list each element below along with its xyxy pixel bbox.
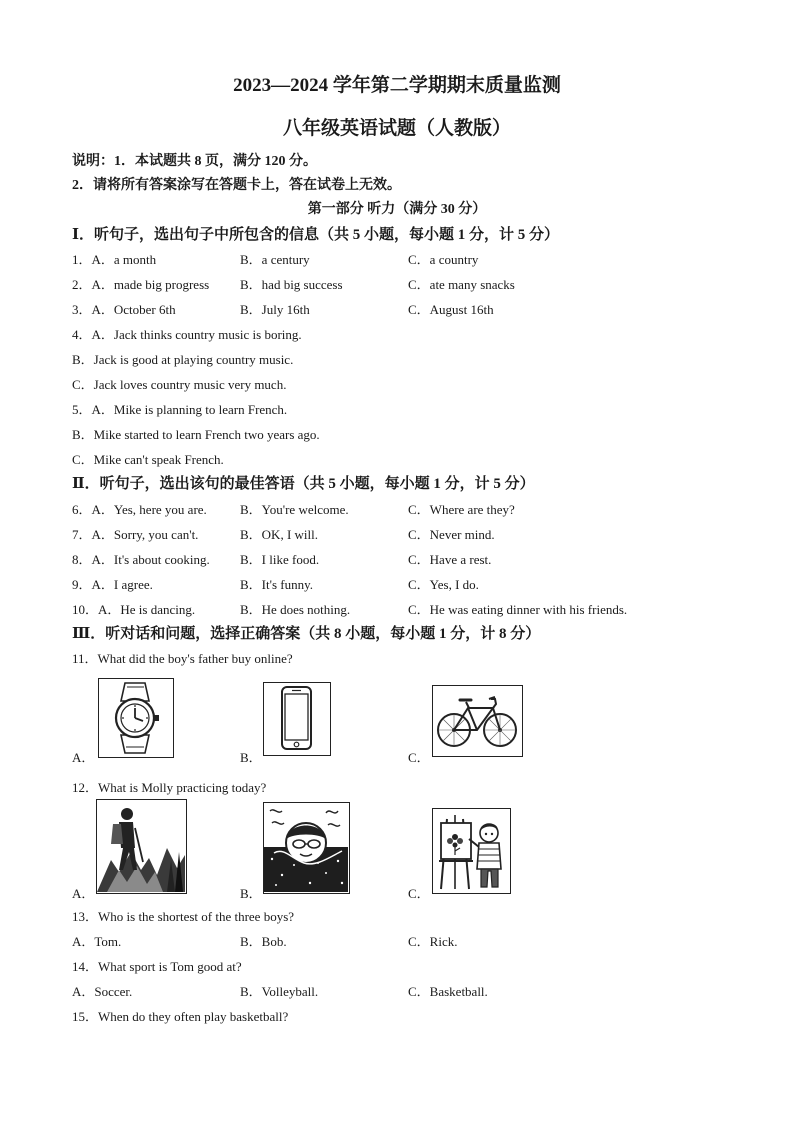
q7-option-a[interactable]: 7．A．Sorry, you can't. — [72, 527, 199, 542]
section-heading-3: Ⅲ．听对话和问题，选择正确答案（共 8 小题，每小题 1 分，计 8 分） — [72, 626, 541, 642]
q12-image-a[interactable] — [96, 799, 187, 894]
q1-option-c[interactable]: C．a country — [408, 252, 479, 267]
q12-option-b[interactable]: B． — [240, 886, 262, 901]
q1-option-b[interactable]: B．a century — [240, 252, 310, 267]
q14-option-c[interactable]: C．Basketball. — [408, 984, 488, 999]
q12-image-b[interactable] — [263, 802, 350, 894]
q8-option-b[interactable]: B．I like food. — [240, 552, 320, 567]
q13-option-b[interactable]: B．Bob. — [240, 934, 287, 949]
q7-option-c[interactable]: C．Never mind. — [408, 527, 495, 542]
smartphone-icon — [264, 683, 329, 754]
q4-option-a[interactable]: 4．A．Jack thinks country music is boring. — [72, 327, 302, 342]
hiking-icon — [97, 800, 185, 892]
q2-option-a[interactable]: 2．A．made big progress — [72, 277, 210, 292]
q6-option-a[interactable]: 6．A．Yes, here you are. — [72, 502, 207, 517]
q4-option-b[interactable]: B．Jack is good at playing country music. — [72, 352, 294, 367]
q10-option-b[interactable]: B．He does nothing. — [240, 602, 351, 617]
q3-option-b[interactable]: B．July 16th — [240, 302, 310, 317]
q12-option-c[interactable]: C． — [408, 886, 430, 901]
q9-option-b[interactable]: B．It's funny. — [240, 577, 313, 592]
q11-image-a[interactable] — [98, 678, 174, 758]
section-heading-2: Ⅱ．听句子，选出该句的最佳答语（共 5 小题，每小题 1 分，计 5 分） — [72, 476, 535, 492]
q14-question: 14．What sport is Tom good at? — [72, 959, 242, 974]
q11-option-b[interactable]: B． — [240, 750, 262, 765]
q14-option-a[interactable]: A．Soccer. — [72, 984, 133, 999]
q5-option-a[interactable]: 5．A．Mike is planning to learn French. — [72, 402, 288, 417]
instruction-line-1: 说明：1．本试题共 8 页，满分 120 分。 — [72, 154, 317, 169]
q14-option-b[interactable]: B．Volleyball. — [240, 984, 319, 999]
q6-option-b[interactable]: B．You're welcome. — [240, 502, 349, 517]
q10-option-a[interactable]: 10．A．He is dancing. — [72, 602, 196, 617]
q11-option-c[interactable]: C． — [408, 750, 430, 765]
bicycle-icon — [433, 686, 521, 755]
wristwatch-icon — [99, 679, 172, 756]
q11-image-b[interactable] — [263, 682, 331, 756]
q12-image-c[interactable] — [432, 808, 511, 894]
q4-option-c[interactable]: C．Jack loves country music very much. — [72, 377, 287, 392]
q8-option-c[interactable]: C．Have a rest. — [408, 552, 492, 567]
q11-image-c[interactable] — [432, 685, 523, 757]
q3-option-c[interactable]: C．August 16th — [408, 302, 494, 317]
q7-option-b[interactable]: B．OK, I will. — [240, 527, 319, 542]
q13-option-c[interactable]: C．Rick. — [408, 934, 458, 949]
page-subtitle: 八年级英语试题（人教版） — [282, 118, 511, 139]
swimming-icon — [264, 803, 348, 892]
q9-option-a[interactable]: 9．A．I agree. — [72, 577, 153, 592]
instruction-line-2: 2．请将所有答案涂写在答题卡上，答在试卷上无效。 — [72, 178, 401, 193]
q12-question: 12．What is Molly practicing today? — [72, 780, 267, 795]
painting-icon — [433, 809, 509, 892]
q11-option-a[interactable]: A． — [72, 750, 95, 765]
q1-option-a[interactable]: 1．A．a month — [72, 252, 157, 267]
q12-option-a[interactable]: A． — [72, 886, 95, 901]
q10-option-c[interactable]: C．He was eating dinner with his friends. — [408, 602, 628, 617]
q9-option-c[interactable]: C．Yes, I do. — [408, 577, 479, 592]
q13-question: 13．Who is the shortest of the three boys? — [72, 909, 295, 924]
q13-option-a[interactable]: A．Tom. — [72, 934, 122, 949]
q2-option-b[interactable]: B．had big success — [240, 277, 343, 292]
q2-option-c[interactable]: C．ate many snacks — [408, 277, 515, 292]
q5-option-b[interactable]: B．Mike started to learn French two years ago. — [72, 427, 320, 442]
section-heading-1: Ⅰ．听句子，选出句子中所包含的信息（共 5 小题，每小题 1 分，计 5 分） — [72, 227, 560, 243]
page-title: 2023—2024 学年第二学期期末质量监测 — [233, 75, 561, 96]
q3-option-a[interactable]: 3．A．October 6th — [72, 302, 176, 317]
q8-option-a[interactable]: 8．A．It's about cooking. — [72, 552, 210, 567]
q15-question: 15．When do they often play basketball? — [72, 1009, 289, 1024]
part-title: 第一部分 听力（满分 30 分） — [307, 202, 487, 217]
q6-option-c[interactable]: C．Where are they? — [408, 502, 515, 517]
q11-question: 11．What did the boy's father buy online? — [72, 651, 293, 666]
q5-option-c[interactable]: C．Mike can't speak French. — [72, 452, 224, 467]
